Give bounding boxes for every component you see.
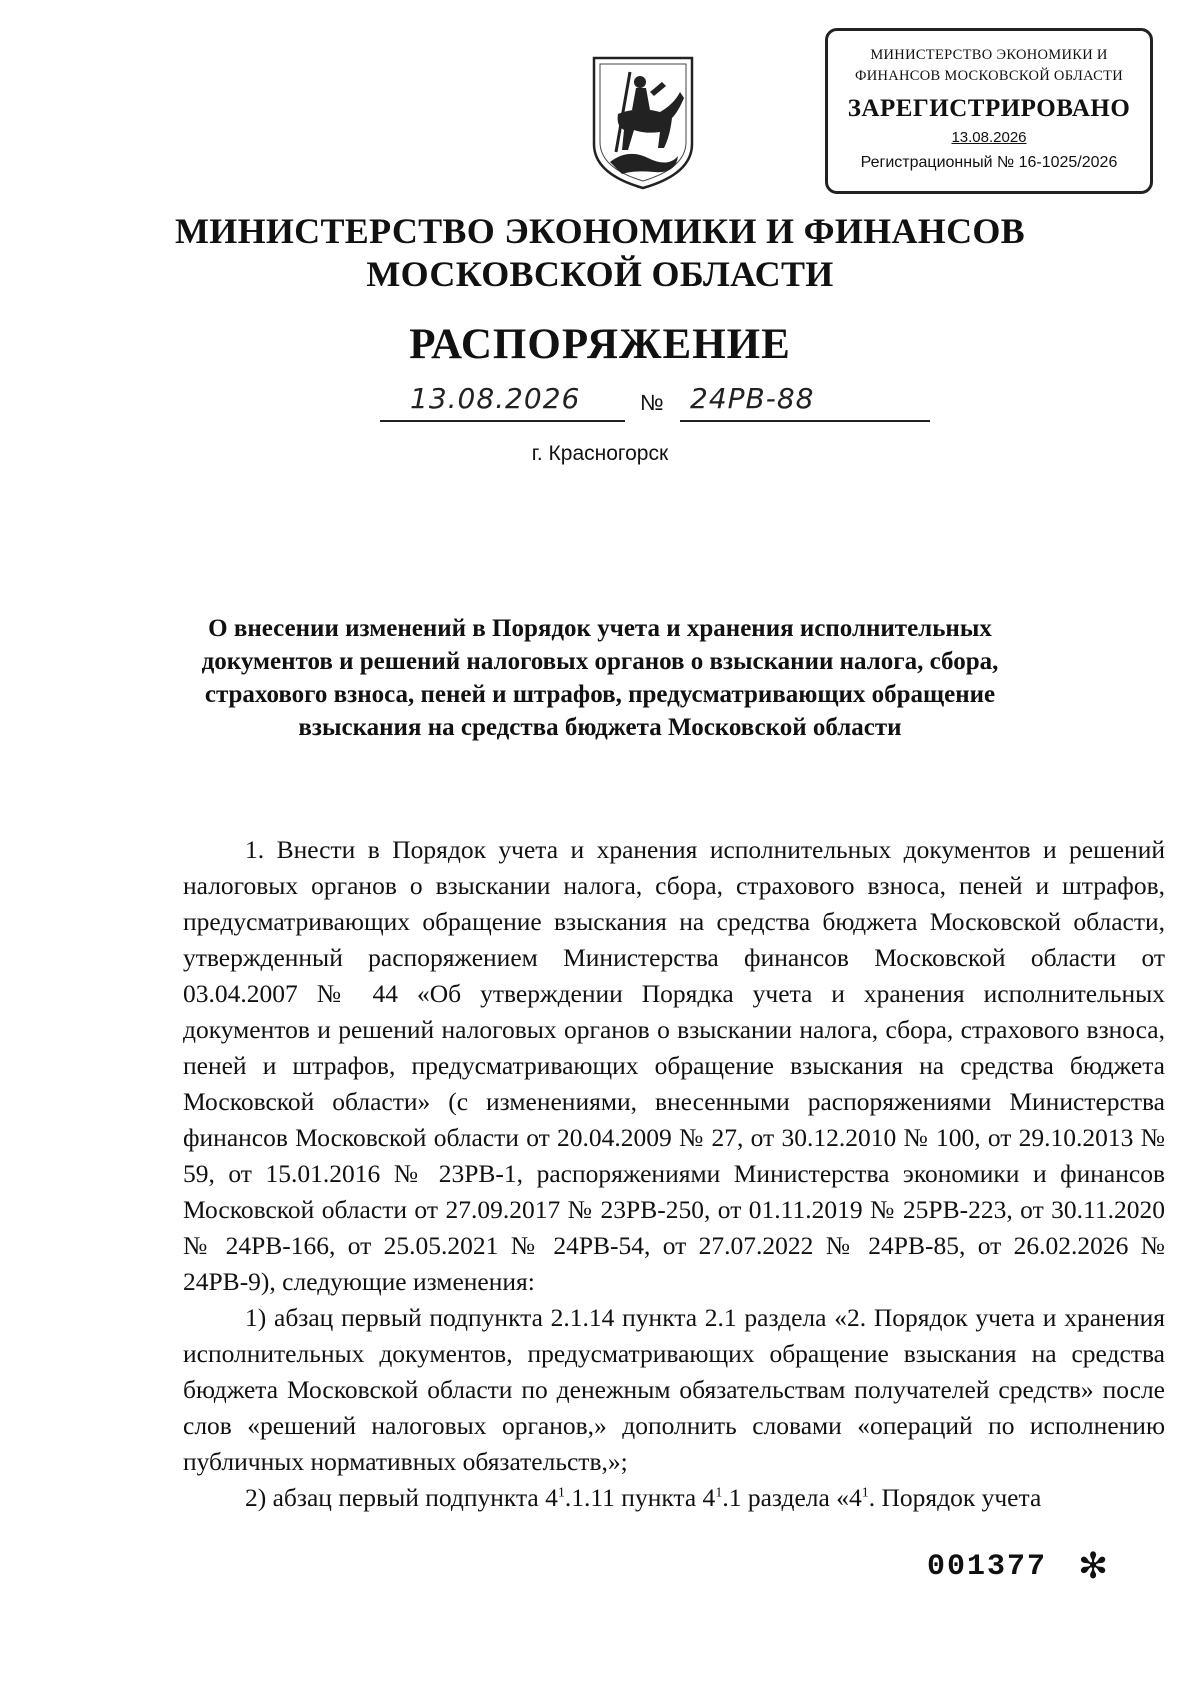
stamp-status: ЗАРЕГИСТРИРОВАНО	[847, 95, 1131, 122]
paragraph-1-item-1: 1) абзац первый подпункта 2.1.14 пункта 2.1 раздела «2. Порядок учета и хранения исполнительных документов, предусматривающих обращение взыскания на средства бюджета Московской области по денежным обязательствам получателей средств» после слов «решений налоговых органов,» дополнить словами «операций по исполнению публичных нормативных обязательств,»;	[183, 1303, 1165, 1476]
coat-of-arms-icon	[588, 52, 698, 192]
stamp-date: 13.08.2026	[951, 129, 1027, 146]
stamp-line-2: ФИНАНСОВ МОСКОВСКОЙ ОБЛАСТИ	[854, 68, 1124, 84]
stamp-line-1: МИНИСТЕРСТВО ЭКОНОМИКИ И	[870, 47, 1108, 63]
handwritten-date: 13.08.2026	[410, 382, 581, 415]
form-serial-number: 001377	[927, 1550, 1048, 1584]
paragraph-1: 1. Внести в Порядок учета и хранения исполнительных документов и решений налоговых органов о взыскании налога, сбора, страхового взноса, пеней и штрафов, предусматривающих обращение взыскания на средства бюджета Московской области, утвержденный распоряжением Министерства финансов Московской области от 03.04.2007 № 44 «Об утверждении Порядка учета и хранения исполнительных документов и решений налоговых органов о взыскании налога, сбора, страхового взноса, пеней и штрафов, предусматривающих обращение взыскания на средства бюджета Московской области» (с изменениями, внесенными распоряжениями Министерства финансов Московской области от 20.04.2009 № 27, от 30.12.2010 № 100, от 29.10.2013 № 59, от 15.01.2016 № 23РВ-1, распоряжениями Министерства экономики и финансов Московской области от 27.09.2017 № 23РВ-250, от 01.11.2019 № 25РВ-223, от 30.11.2020 № 24РВ-166, от 25.05.2021 № 24РВ-54, от 27.07.2022 № 24РВ-85, от 26.02.2026 № 24РВ-9), следующие изменения:	[183, 835, 1165, 1296]
item-2-sup-2: 1	[715, 1485, 723, 1501]
registration-stamp	[825, 28, 1153, 194]
item-2-text-b: .1.11 пункта 4	[564, 1483, 716, 1512]
handwritten-number: 24РВ-88	[690, 382, 815, 415]
item-2-text-d: . Порядок учета	[868, 1483, 1042, 1512]
item-2-text-a: 2) абзац первый подпункта 4	[245, 1483, 558, 1512]
item-2-text-c: .1 раздела «4	[722, 1483, 862, 1512]
stamp-reg-number: Регистрационный № 16-1025/2026	[860, 154, 1118, 171]
ministry-title-line-2: МОСКОВСКОЙ ОБЛАСТИ	[366, 254, 834, 294]
ministry-title-line-1: МИНИСТЕРСТВО ЭКОНОМИКИ И ФИНАНСОВ	[174, 211, 1025, 251]
document-body	[183, 832, 1165, 1516]
item-2-sup-3: 1	[861, 1485, 869, 1501]
asterisk-icon: ✻	[1078, 1546, 1109, 1587]
city: г. Красногорск	[531, 442, 669, 465]
document-subject: О внесении изменений в Порядок учета и хранения исполнительных документов и решений налоговых органов о взыскании налога, сбора, страхового взноса, пеней и штрафов, предусматривающих обращение взыскания на средства бюджета Московской области	[201, 615, 999, 741]
document-type-title: РАСПОРЯЖЕНИЕ	[409, 321, 791, 368]
item-2-sup-1: 1	[557, 1485, 565, 1501]
paragraph-1-item-2	[183, 1480, 1165, 1516]
number-sign: №	[640, 390, 664, 415]
